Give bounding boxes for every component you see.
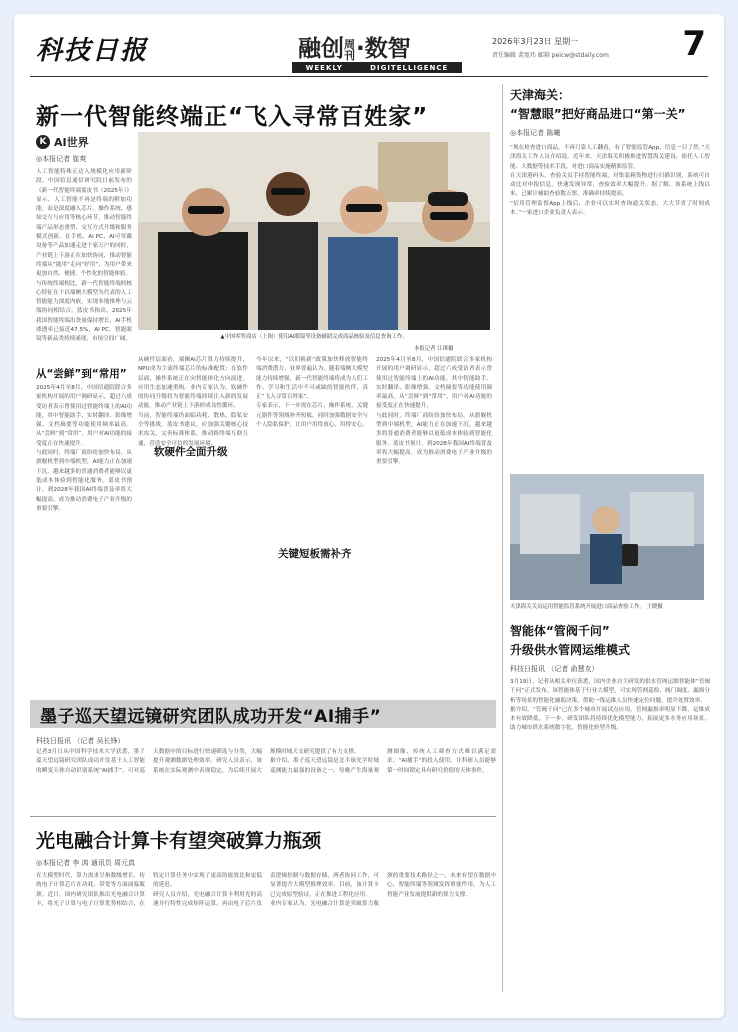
banner-headline: 墨子巡天望远镜研究团队成功开发“AI捕手” xyxy=(40,706,382,727)
main-body-col1b: 2025年4月至8月，中国信通院联合多家机构开展的用户调研显示，超过六成受访者表示曾使用过智能终端上的AI功能，其中智能助手、实时翻译、影像增强、文档摘要等功能使用频率最高。从“尝鲜”到“常用”，用户对AI功能的接受度正在快速提升。 与此同时，终端厂商纷纷加快布局。从旗舰机型到中端机型，AI能力正在加速下沉，越来越多的普通消费者能够以更低成本体验到智能化服务。蓝皮书预计，到2028年我国AI终端普及率将大幅提高，成为推动消费电子产业升级的重要引擎。 xyxy=(36,385,132,512)
column-badge xyxy=(36,134,89,150)
section-name: 数智 xyxy=(364,36,411,62)
subhead-shortcomings: 关键短板需补齐 xyxy=(278,548,352,560)
bottom-body: 在大模型时代，算力需求呈指数级增长，传统电子计算芯片在功耗、带宽等方面面临瓶颈。近日，国内研究团队推出光电融合计算卡，将光子计算与电子计算优势相结合，在特定计算任务中实现了更高的能效比和更低的延迟。 研究人员介绍，光电融合计算卡利用光的高速并行特性完成矩阵运算，再由电子芯片负责逻辑控制与数据存储，两者协同工作，可显著提升大模型推理效率。目前，该计算卡已完成原型验证，正在推进工程化应用。 业内专家认为，光电融合计算是突破算力瓶颈的重要技术路径之一，未来有望在数据中心、智能终端等领域发挥重要作用，为人工智能产业发展提供新的算力支撑。 xyxy=(36,873,496,907)
section-divider xyxy=(30,816,496,817)
main-byline: ◎本报记者 崔爽 xyxy=(36,155,87,163)
main-body-col1: 人工智能特殊正迈入规模化应用新阶段。中国信息通信研究院日前发布的《新一代智能终端蓝皮书（2025年）》显示，人工智能不再是终端的附加功能，而是深度融入芯片、操作系统、感知交互与应用等核心环节，推动智能终端产品形态重塑、交互方式升级和服务模式创新。在手机、AI PC、AI可穿戴设备等产品加速走进千家万户的同时，产业链上下游正在加快协同，推动智能终端从“能用”走向“好用”，为用户带来更加自然、便捷、个性化的智能体验。 与传统终端相比，新一代智能终端的核心特征在于以端侧大模型为代表的人工智能能力深度内嵌，实现本地推理与云端协同相结合。蓝皮书指出，2025年我国智能终端出货量保持增长，AI手机渗透率已接近47.5%，AI PC、智能眼镜等新品类持续涌现，市场空间广阔。 xyxy=(36,169,132,343)
water-byline: 科技日报讯 （记者 俞慧友） xyxy=(510,665,599,673)
k-logo-icon: K xyxy=(36,135,50,149)
main-headline: 新一代智能终端正“飞入寻常百姓家” xyxy=(36,104,429,130)
water-body: 3月19日，记者从相关单位获悉，国内企业自主研发的供水管网运维智能体“管阀千问”正式发布。该智能体基于行业大模型，可实现管网巡检、阀门调度、漏损分析等场景的智能化辅助决策，帮助一线运维人员快速定位问题、提升处置效率。 据介绍，“管阀千问”已在多个城市开展试点应用，管网漏损率明显下降，运维成本有效降低。下一步，研发团队将持续优化模型能力，拓展更多水务应用场景，助力城市供水系统数字化、智能化转型升级。 xyxy=(510,679,710,732)
customs-byline: ◎本报记者 陈曦 xyxy=(510,129,561,137)
customs-photo-caption xyxy=(510,602,704,610)
water-headline-1: 智能体“管阀千问” xyxy=(510,624,610,638)
issue-date: 2026年3月23日 星期一 xyxy=(492,37,579,46)
right-column-divider xyxy=(502,84,503,992)
bottom-headline: 光电融合计算卡有望突破算力瓶颈 xyxy=(36,830,322,852)
section-main: 融创 xyxy=(298,36,344,62)
main-photo-credit: 本报记者 江琪摄 xyxy=(414,346,454,352)
subhead-trial-to-daily: 从“尝鲜”到“常用” xyxy=(36,368,127,380)
page-number: 7 xyxy=(682,24,706,64)
section-bar-right: DIGITELLIGENCE xyxy=(370,63,449,72)
banner-byline: 科技日报讯 （记者 吴长锋） xyxy=(36,737,125,745)
section-suffix: 周刊 xyxy=(344,37,355,62)
banner-story-header xyxy=(30,700,496,728)
main-body-col2: 从硬件层面看，端侧AI芯片算力持续提升，NPU成为主流终端芯片的标准配置；在软件层面，操作系统正在向智能体化方向演进，应用生态加速重构。业内专家认为，软硬件的协同升级将为智能终端持续注入新的发展动能，推动产业链上下游形成良性循环。 当前，智能终端仍面临功耗、散热、隐私安全等挑战。蓝皮书建议，应加强关键核心技术攻关，完善标准体系，推动跨终端互联互通，营造安全可信的发展环境。 xyxy=(138,357,248,447)
main-photo xyxy=(138,132,490,330)
main-body-col4: 2025年4月至8月，中国信通院联合多家机构开展的用户调研显示，超过六成受访者表示曾使用过智能终端上的AI功能，其中智能助手、实时翻译、影像增强、文档摘要等功能使用频率最高。从“尝鲜”到“常用”，用户对AI功能的接受度正在快速提升。 与此同时，终端厂商纷纷加快布局。从旗舰机型到中端机型，AI能力正在加速下沉，越来越多的普通消费者能够以更低成本体验到智能化服务。蓝皮书预计，到2028年我国AI终端普及率将大幅提高，成为推动消费电子产业升级的重要引擎。 xyxy=(376,357,492,466)
photo-customs-inspection xyxy=(510,474,704,600)
photo-people-with-ai-glasses xyxy=(138,132,490,330)
customs-photo-credit: 王晓摄 xyxy=(646,604,663,610)
section-separator: · xyxy=(356,36,365,62)
bottom-byline: ◎本报记者 李 鸿 通讯员 周元真 xyxy=(36,859,136,867)
column-name: AI世界 xyxy=(54,136,89,149)
section-title xyxy=(298,30,411,63)
newspaper-page xyxy=(14,14,724,1018)
right-story-customs xyxy=(510,86,710,458)
masthead xyxy=(30,24,708,74)
main-photo-caption: ▲中国零售商店（上图）使用AI眼镜等设备辅助完成商品核验及信息查询工作。 xyxy=(220,334,408,340)
main-body-col3: 今年以来，“以旧换新”政策加快释放智能终端消费潜力。业界普遍认为，随着端侧大模型能力持续增强，新一代智能终端将成为人们工作、学习和生活中不可或缺的智能伙伴，真正“飞入寻常百姓家”。 专家表示，下一步需在芯片、操作系统、关键元器件等领域补齐短板，同时加强数据安全与个人隐私保护，让用户用得放心、用得安心。 xyxy=(256,357,368,429)
right-story-water xyxy=(510,622,710,1008)
masthead-rule xyxy=(30,76,708,77)
customs-caption-text: 天津海关关员运用智能监管系统开展进口商品查验工作。 xyxy=(510,604,645,610)
banner-body: 记者3月日从中国科学技术大学获悉，墨子巡天望远镜研究团队成功开发基于人工智能的瞬变天体自动识别系统“AI捕手”，可对巡天数据中的目标进行快速筛选与分类，大幅提升观测数据处理效率。研究人员表示，该系统在实际观测中表现稳定，为后续开展大规模时域天文研究提供了有力支撑。 据介绍，墨子巡天望远镜是北半球光学时域巡测能力最强的设备之一，每晚产生海量观测图像，传统人工筛查方式难以满足需求。“AI捕手”的投入使用，让科研人员能够第一时间锁定具有研究价值的天体事件。 xyxy=(36,749,496,774)
customs-body: “现在检查进口商品，不再只靠人工翻看，有了智能监管App，信息一目了然。”天津海关工作人员介绍说。近年来，天津海关积极推进智慧海关建设，依托人工智能、大数据等技术手段，对进口商品实施精准监管。 在天津港码头，查验关员手持智能终端，对集装箱货物进行扫描识别，系统可自动比对申报信息，快速发现异常，查验效率大幅提升。据了解，该系统上线以来，已累计辅助查验数万票，准确率持续提高。 “信用管理监督App上线后，企业可以实时查询通关状态，大大节省了时间成本。”一家进口企业负责人表示。 xyxy=(510,145,710,217)
customs-headline-2: “智慧眼”把好商品进口“第一关” xyxy=(510,107,686,121)
subhead-hardware-software: 软硬件全面升级 xyxy=(154,446,228,458)
newspaper-logo: 科技日报 xyxy=(36,36,149,66)
section-bar xyxy=(292,62,462,73)
section-bar-left: WEEKLY xyxy=(305,63,343,72)
water-headline-2: 升级供水管网运维模式 xyxy=(510,643,631,657)
customs-headline-1: 天津海关： xyxy=(510,88,571,102)
editor-credits: 责任编辑 裴宽玮 邮箱 peicw@stdaily.com xyxy=(492,52,609,59)
customs-photo xyxy=(510,474,704,600)
